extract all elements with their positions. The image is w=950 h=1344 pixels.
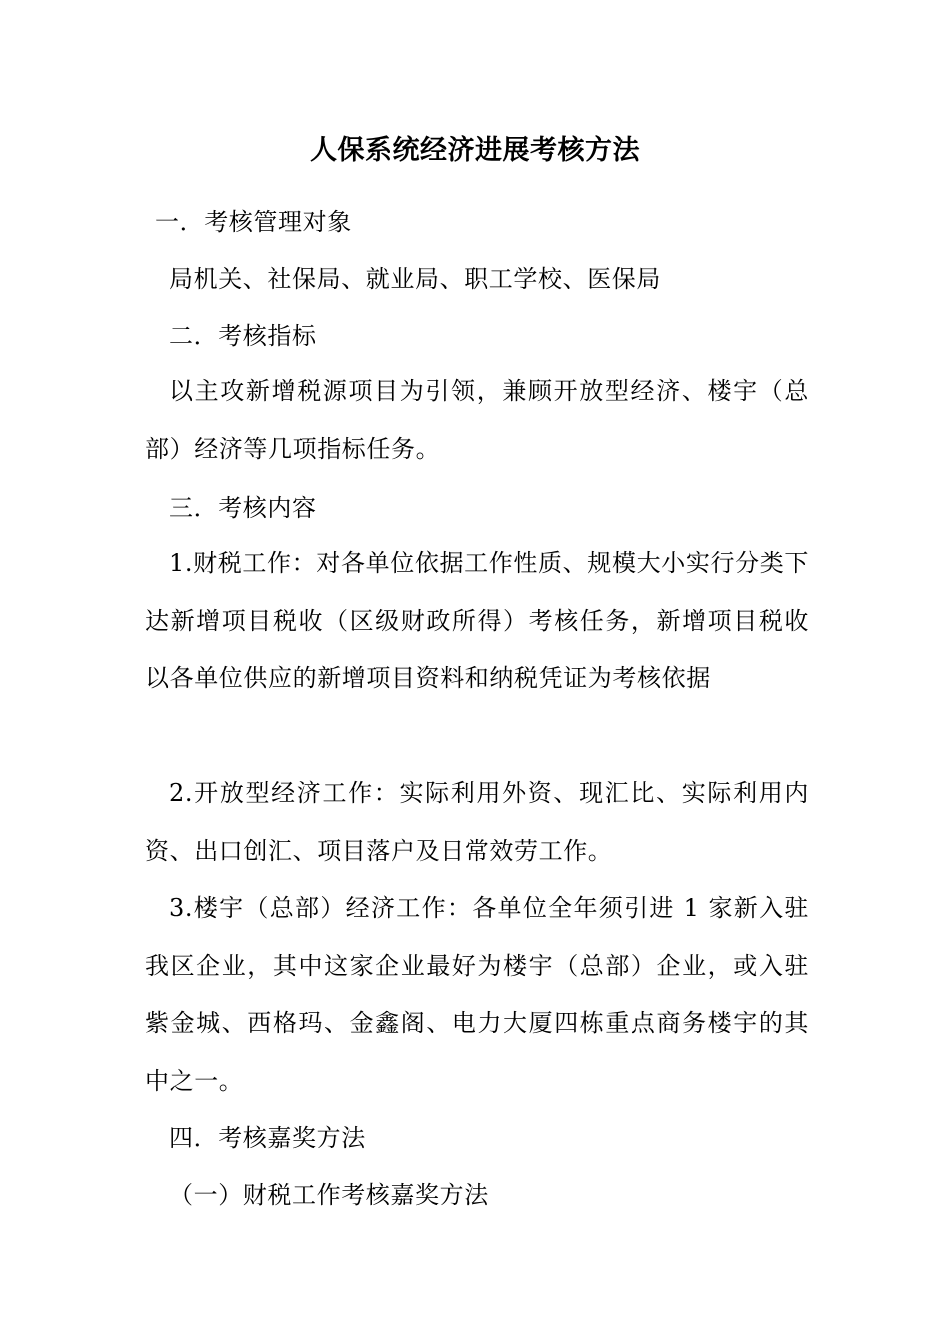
section-heading-3: 三．考核内容 [169,494,317,522]
section-body-2: 以主攻新增税源项目为引领，兼顾开放型经济、楼宇（总部）经济等几项指标任务。 [145,377,809,463]
section-body-1: 局机关、社保局、就业局、职工学校、医保局 [169,265,661,293]
content-item-1: 1.财税工作：对各单位依据工作性质、规模大小实行分类下达新增项目税收（区级财政所得）考核任务，新增项目税收以各单位供应的新增项目资料和纳税凭证为考核依据 [145,549,809,692]
section-heading-2: 二．考核指标 [169,322,317,350]
section-heading-1: 一．考核管理对象 [155,208,352,236]
document-title: 人保系统经济进展考核方法 [310,135,640,166]
section-heading-4: 四．考核嘉奖方法 [169,1124,366,1152]
content-item-2: 2.开放型经济工作：实际利用外资、现汇比、实际利用内资、出口创汇、项目落户及日常效劳工作。 [145,779,809,865]
subsection-heading-1: （一）财税工作考核嘉奖方法 [169,1181,489,1209]
content-item-3: 3.楼宇（总部）经济工作：各单位全年须引进 1 家新入驻我区企业，其中这家企业最好为楼宇（总部）企业，或入驻紫金城、西格玛、金鑫阁、电力大厦四栋重点商务楼宇的其中之一。 [145,894,809,1095]
